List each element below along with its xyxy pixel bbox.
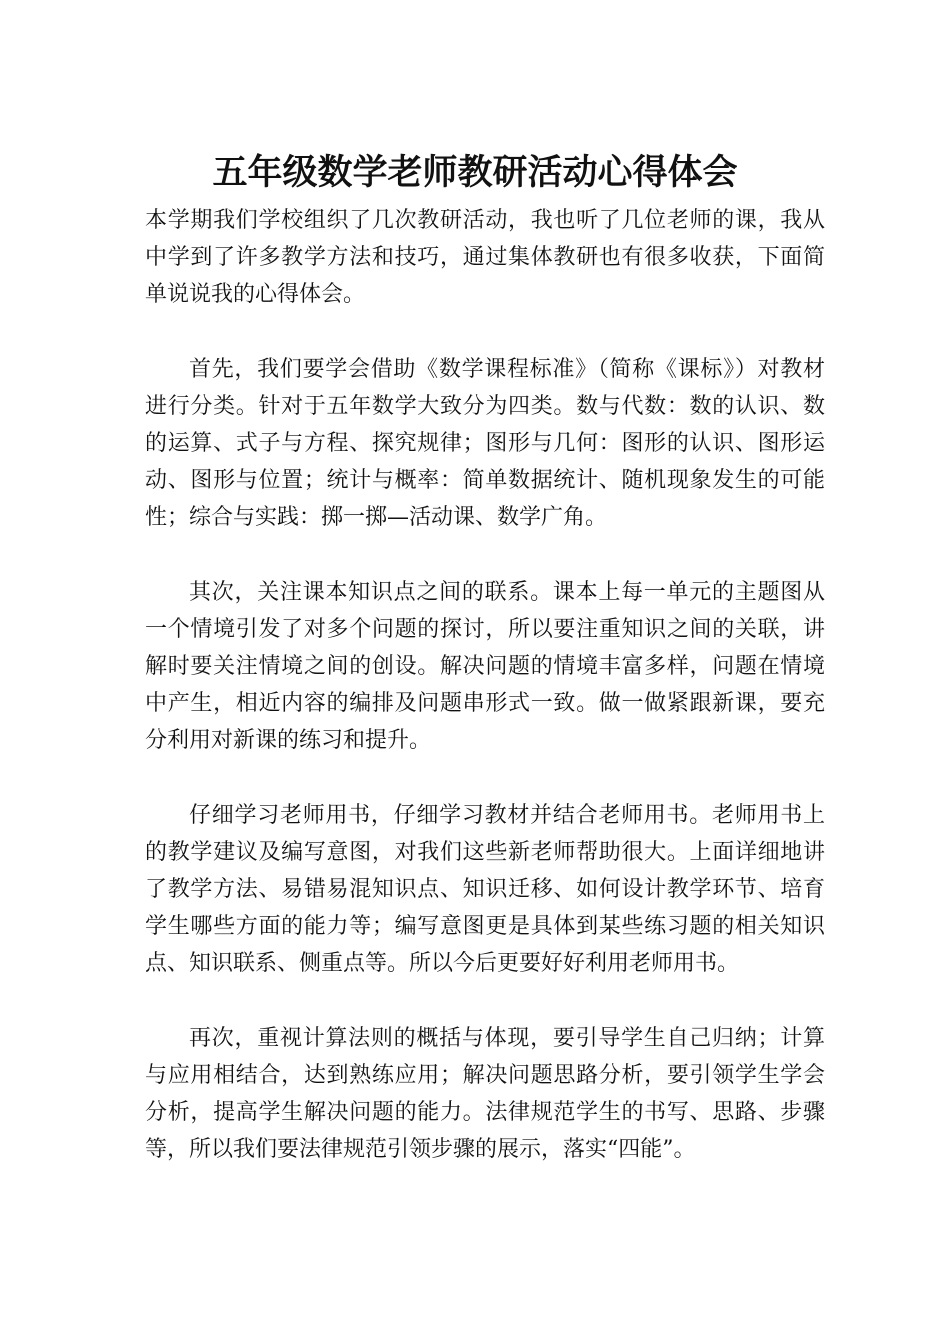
document-body	[145, 202, 825, 1206]
paragraph-intro: 本学期我们学校组织了几次教研活动，我也听了几位老师的课，我从中学到了许多教学方法和技巧，通过集体教研也有很多收获，下面简单说说我的心得体会。	[145, 208, 825, 307]
paragraph-second: 其次，关注课本知识点之间的联系。课本上每一单元的主题图从一个情境引发了对多个问题的探讨，所以要注重知识之间的关联，讲解时要关注情境之间的创设。解决问题的情境丰富多样，问题在情境中产生，相近内容的编排及问题串形式一致。做一做紧跟新课，要充分利用对新课的练习和提升。	[145, 580, 825, 753]
paragraph-fourth: 再次，重视计算法则的概括与体现，要引导学生自己归纳；计算与应用相结合，达到熟练应用；解决问题思路分析，要引领学生学会分析，提高学生解决问题的能力。法律规范学生的书写、思路、步骤等，所以我们要法律规范引领步骤的展示，落实“四能”。	[145, 1026, 825, 1162]
paragraph-first: 首先，我们要学会借助《数学课程标准》（简称《课标》）对教材进行分类。针对于五年数学大致分为四类。数与代数：数的认识、数的运算、式子与方程、探究规律；图形与几何：图形的认识、图形运动、图形与位置；统计与概率：简单数据统计、随机现象发生的可能性；综合与实践：掷一掷—活动课、数学广角。	[145, 357, 825, 530]
document-title: 五年级数学老师教研活动心得体会	[212, 153, 738, 194]
paragraph-third: 仔细学习老师用书，仔细学习教材并结合老师用书。老师用书上的教学建议及编写意图，对我们这些新老师帮助很大。上面详细地讲了教学方法、易错易混知识点、知识迁移、如何设计教学环节、培育学生哪些方面的能力等；编写意图更是具体到某些练习题的相关知识点、知识联系、侧重点等。所以今后更要好好利用老师用书。	[145, 803, 825, 976]
